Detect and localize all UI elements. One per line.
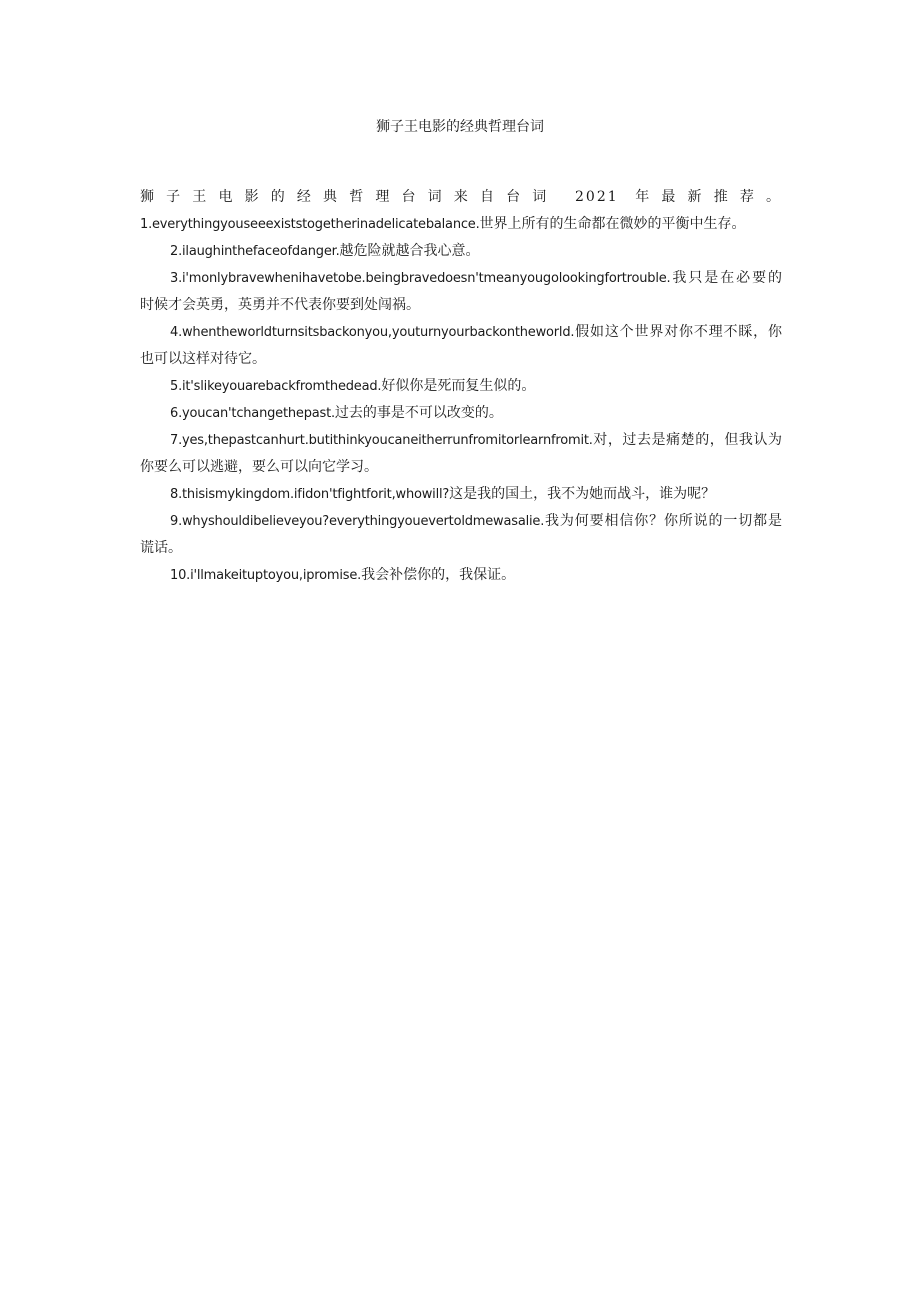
quote-paragraph: [140, 319, 782, 373]
quote-chinese: 我只是在必要的时候才会英勇，英勇并不代表你要到处闯祸。: [140, 270, 782, 313]
quote-chinese: 过去的事是不可以改变的。: [334, 405, 503, 421]
quote-paragraph: [140, 400, 782, 427]
quote-chinese: 这是我的国土，我不为她而战斗，谁为呢？: [449, 486, 716, 502]
quote-english: 5.it'slikeyouarebackfromthedead.: [170, 379, 382, 394]
quote-english: 4.whentheworldturnsitsbackonyou,youturnyourbackontheworld.: [170, 325, 575, 340]
quote-english: 3.i'monlybravewhenihavetobe.beingbravedoesn'tmeanyougolookingfortrouble.: [170, 271, 671, 286]
quote-paragraph: [140, 427, 782, 481]
quote-english: 9.whyshouldibelieveyou?everythingyouevertoldmewasalie.: [170, 514, 545, 529]
quote-english: 7.yes,thepastcanhurt.butithinkyoucaneitherrunfromitorlearnfromit.: [170, 433, 593, 448]
quote-paragraph: [140, 562, 782, 589]
quote-paragraph: [140, 508, 782, 562]
quote-english: 1.everythingyouseeexiststogetherinadelicatebalance.: [140, 217, 480, 232]
quote-paragraph: [140, 211, 782, 238]
quote-paragraph: [140, 265, 782, 319]
quote-chinese: 越危险就越合我心意。: [339, 243, 480, 259]
quote-english: 10.i'llmakeituptoyou,ipromise.: [170, 568, 362, 583]
quote-paragraph: [140, 238, 782, 265]
quote-english: 8.thisismykingdom.ifidon'tfightforit,whowill?: [170, 487, 450, 502]
quote-english: 6.youcan'tchangethepast.: [170, 406, 335, 421]
quote-chinese: 对，过去是痛楚的，但我认为你要么可以逃避，要么可以向它学习。: [140, 432, 782, 475]
quote-chinese: 假如这个世界对你不理不睬，你也可以这样对待它。: [140, 324, 782, 367]
quote-chinese: 世界上所有的生命都在微妙的平衡中生存。: [479, 216, 746, 232]
quote-english: 2.ilaughinthefaceofdanger.: [170, 244, 340, 259]
quote-paragraph: [140, 481, 782, 508]
quote-chinese: 好似你是死而复生似的。: [381, 378, 536, 394]
quote-paragraph: [140, 373, 782, 400]
intro-paragraph: 狮子王电影的经典哲理台词来自台词 2021 年最新推荐。: [140, 189, 782, 205]
quote-chinese: 我会补偿你的，我保证。: [361, 567, 516, 583]
document-body: [140, 184, 782, 589]
document-title: 狮子王电影的经典哲理台词: [376, 119, 544, 135]
quote-chinese: 我为何要相信你？你所说的一切都是谎话。: [140, 513, 782, 556]
